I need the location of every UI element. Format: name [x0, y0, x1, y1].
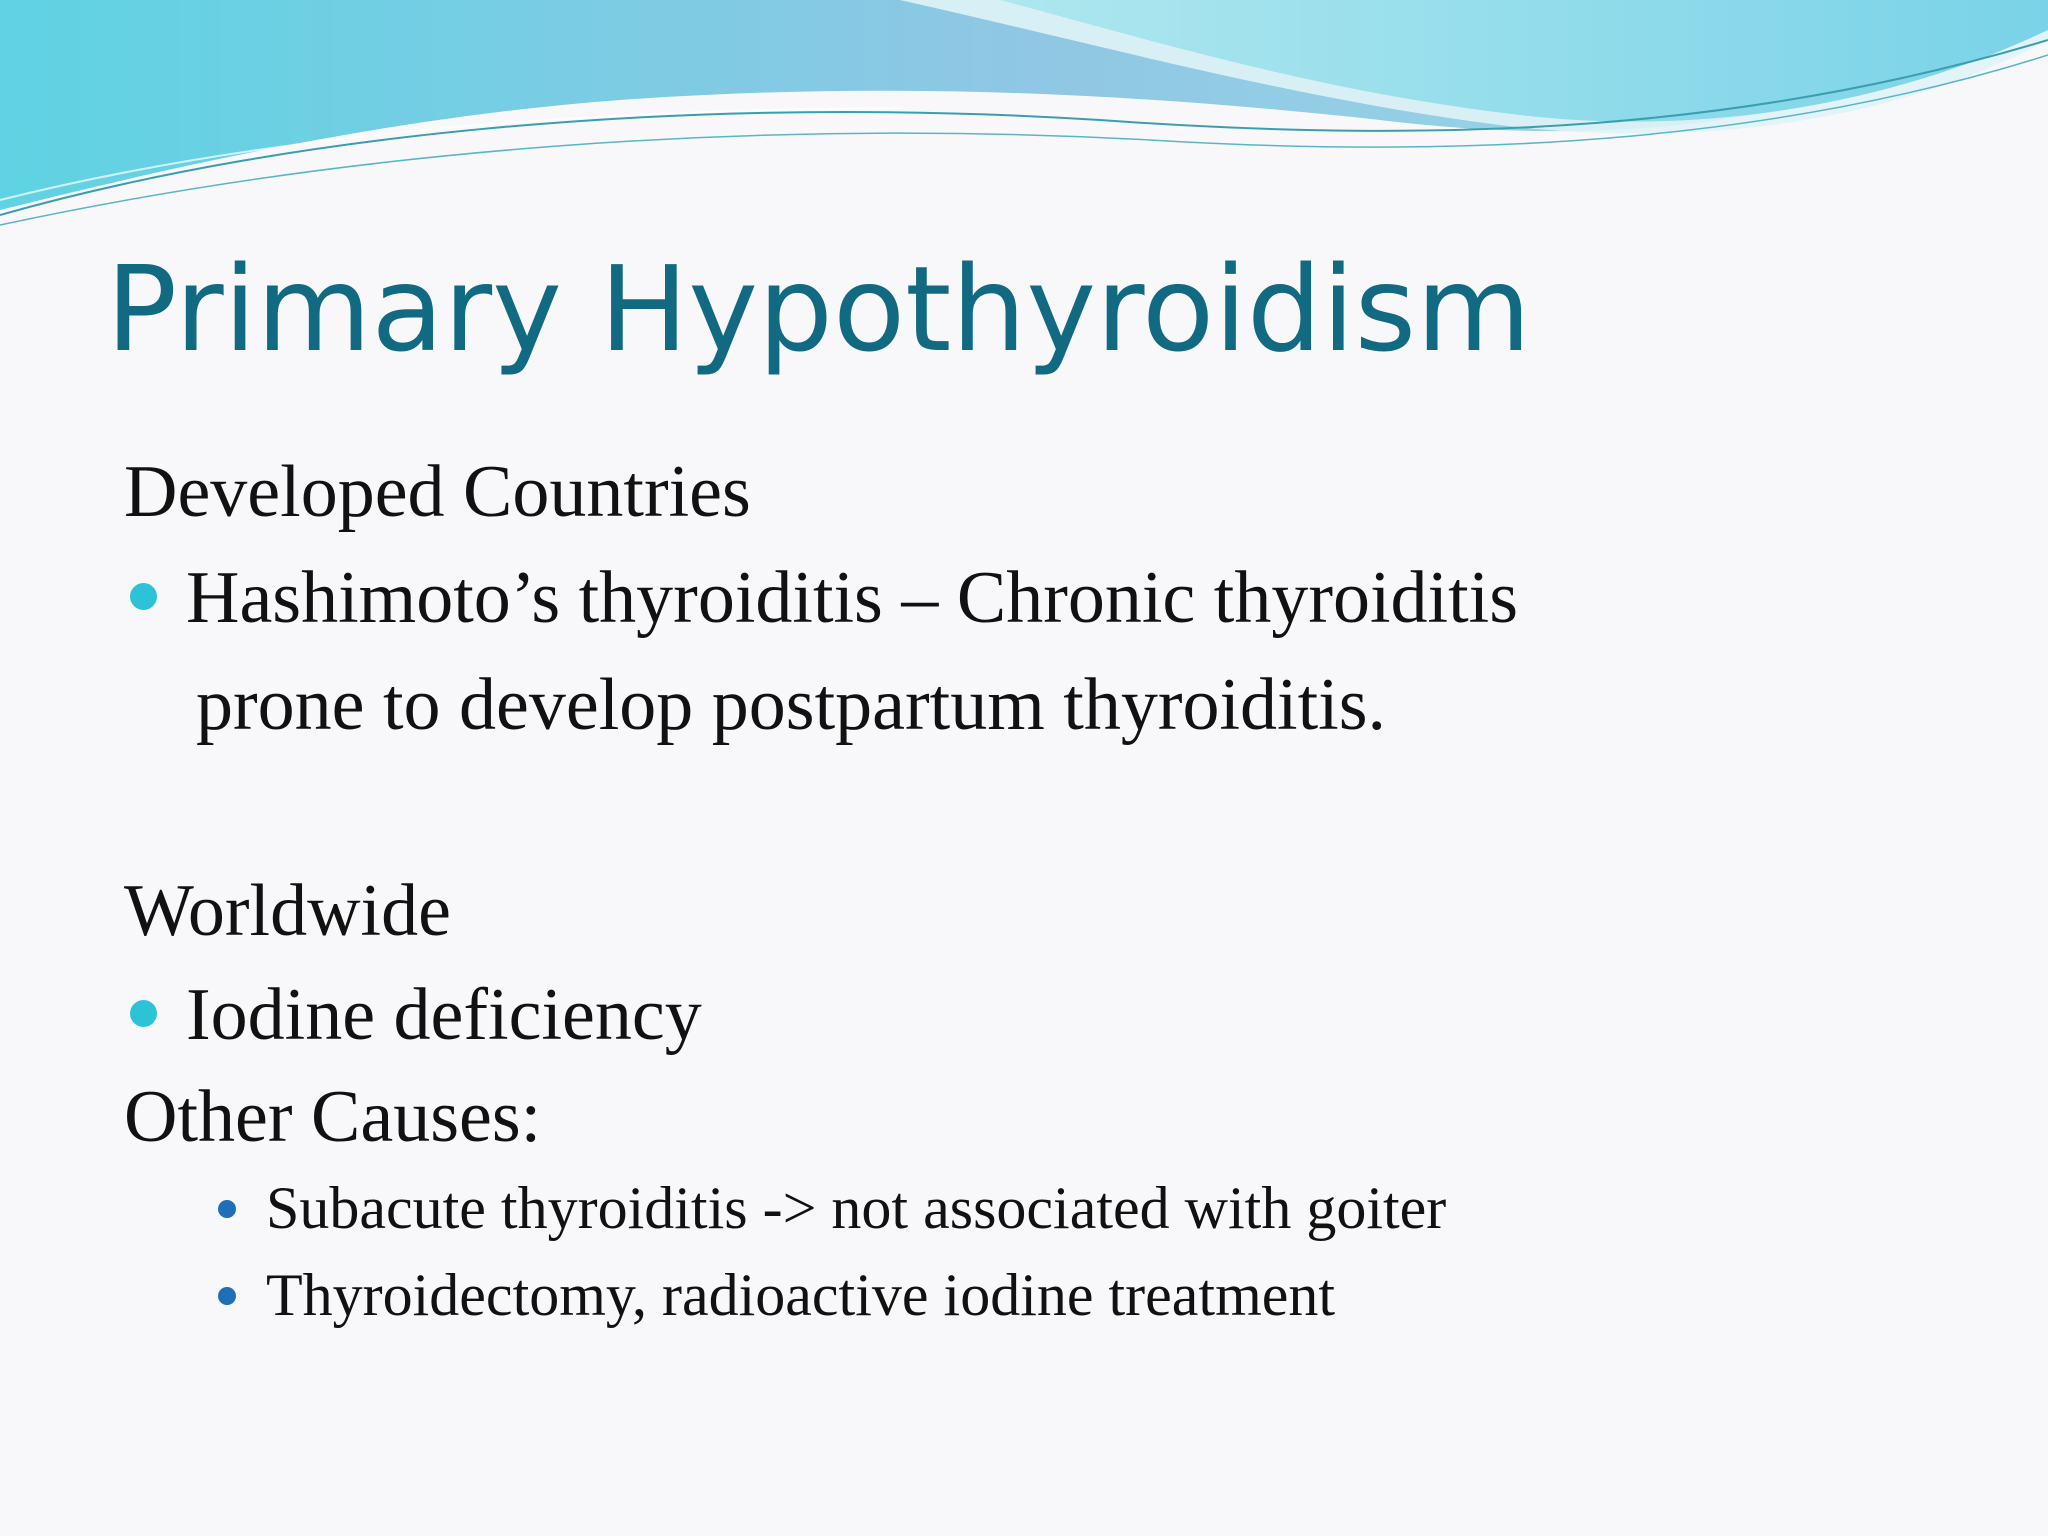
- bullet-dot-icon: [130, 1000, 157, 1027]
- header-wave-decoration: [0, 0, 2048, 240]
- developed-countries-heading: Developed Countries: [124, 451, 751, 533]
- iodine-bullet: Iodine deficiency: [186, 974, 702, 1056]
- hashimoto-bullet-line1: Hashimoto’s thyroiditis – Chronic thyroiditis: [186, 557, 1518, 639]
- slide-title: Primary Hypothyroidism: [106, 240, 1532, 378]
- worldwide-heading: Worldwide: [124, 870, 451, 952]
- sub-bullet-dot-icon: [218, 1200, 236, 1218]
- subacute-item: Subacute thyroiditis -> not associated with goiter: [266, 1175, 1447, 1241]
- thyroidectomy-item: Thyroidectomy, radioactive iodine treatment: [266, 1262, 1336, 1328]
- hashimoto-bullet-line2: prone to develop postpartum thyroiditis.: [196, 664, 1386, 746]
- bullet-dot-icon: [130, 583, 157, 610]
- sub-bullet-dot-icon: [218, 1287, 236, 1305]
- other-causes-heading: Other Causes:: [124, 1076, 542, 1158]
